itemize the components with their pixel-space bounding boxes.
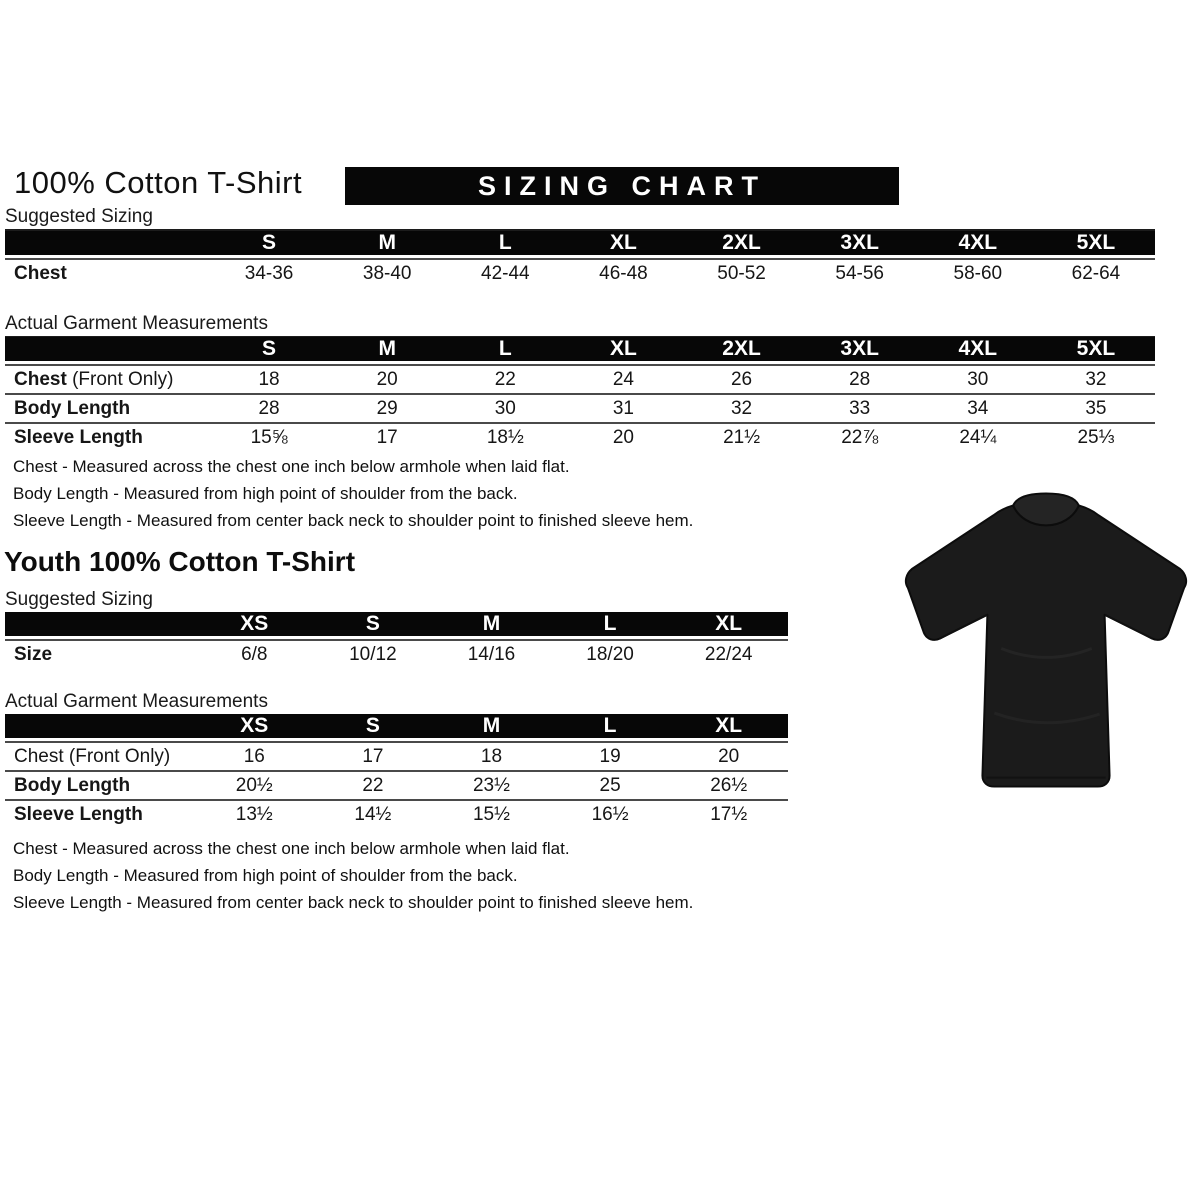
table-row: [5, 422, 1155, 451]
measurement-cell: 24: [564, 364, 682, 393]
measurement-cell: 31: [564, 393, 682, 422]
measurement-cell: 17: [314, 741, 433, 770]
measurement-cell: 20½: [195, 770, 314, 799]
note-line: Chest - Measured across the chest one inch below armhole when laid flat.: [13, 457, 570, 476]
size-column-header-l: L: [551, 714, 670, 741]
measurement-cell: 20: [669, 741, 788, 770]
measurement-cell: 26½: [669, 770, 788, 799]
size-column-header-xl: XL: [669, 612, 788, 639]
table-row: [5, 799, 788, 828]
table-header-row: [5, 231, 1155, 258]
note-line: Chest - Measured across the chest one inch below armhole when laid flat.: [13, 839, 570, 858]
table-row: [5, 393, 1155, 422]
size-column-header-xl: XL: [564, 337, 682, 364]
measurement-cell: 58-60: [919, 258, 1037, 287]
size-column-header-xl: XL: [564, 231, 682, 258]
size-column-header-3xl: 3XL: [801, 337, 919, 364]
measurement-cell: 38-40: [328, 258, 446, 287]
measurement-cell: 22⅞: [801, 422, 919, 451]
size-column-header-4xl: 4XL: [919, 231, 1037, 258]
table-header-row: [5, 714, 788, 741]
size-column-header-3xl: 3XL: [801, 231, 919, 258]
youth-measurements-table: [5, 714, 788, 828]
measurement-cell: 15⅝: [210, 422, 328, 451]
measurement-cell: 13½: [195, 799, 314, 828]
measurement-cell: 6/8: [195, 639, 314, 668]
table-header-spacer: [5, 612, 195, 639]
measurement-cell: 30: [919, 364, 1037, 393]
measurement-cell: 26: [683, 364, 801, 393]
measurement-cell: 34-36: [210, 258, 328, 287]
size-column-header-xs: XS: [195, 714, 314, 741]
size-column-header-xl: XL: [669, 714, 788, 741]
measurement-cell: 32: [1037, 364, 1155, 393]
note-line: Body Length - Measured from high point of shoulder from the back.: [13, 484, 518, 503]
measurement-cell: 46-48: [564, 258, 682, 287]
measurement-cell: 28: [210, 393, 328, 422]
sizing-chart-banner: SIZING CHART: [345, 167, 899, 205]
size-column-header-2xl: 2XL: [683, 337, 801, 364]
size-column-header-m: M: [432, 714, 551, 741]
size-column-header-5xl: 5XL: [1037, 337, 1155, 364]
measurement-cell: 21½: [683, 422, 801, 451]
row-label: Sleeve Length: [5, 799, 195, 828]
youth-measurements-label: Actual Garment Measurements: [5, 691, 788, 716]
size-column-header-m: M: [328, 231, 446, 258]
measurement-cell: 62-64: [1037, 258, 1155, 287]
measurement-cell: 50-52: [683, 258, 801, 287]
table-row: [5, 639, 788, 668]
adult-suggested-sizing-label: Suggested Sizing: [5, 206, 1155, 231]
measurement-cell: 18: [432, 741, 551, 770]
table-header-spacer: [5, 714, 195, 741]
measurement-cell: 17: [328, 422, 446, 451]
measurement-cell: 20: [328, 364, 446, 393]
measurement-cell: 42-44: [446, 258, 564, 287]
table-header-row: [5, 337, 1155, 364]
measurement-cell: 20: [564, 422, 682, 451]
size-column-header-l: L: [551, 612, 670, 639]
adult-measurements-table: [5, 337, 1155, 451]
size-column-header-2xl: 2XL: [683, 231, 801, 258]
table-row: [5, 364, 1155, 393]
row-label: Body Length: [5, 393, 210, 422]
tshirt-body: [906, 505, 1186, 786]
measurement-cell: 28: [801, 364, 919, 393]
table-header-spacer: [5, 231, 210, 258]
table-header-spacer: [5, 337, 210, 364]
measurement-cell: 18: [210, 364, 328, 393]
size-column-header-m: M: [432, 612, 551, 639]
row-label: Chest (Front Only): [5, 741, 195, 770]
size-column-header-5xl: 5XL: [1037, 231, 1155, 258]
measurement-cell: 16: [195, 741, 314, 770]
measurement-cell: 18/20: [551, 639, 670, 668]
size-column-header-m: M: [328, 337, 446, 364]
measurement-cell: 14½: [314, 799, 433, 828]
measurement-cell: 25: [551, 770, 670, 799]
note-line: Sleeve Length - Measured from center back neck to shoulder point to finished sleeve hem.: [13, 511, 694, 530]
size-column-header-s: S: [210, 231, 328, 258]
measurement-cell: 32: [683, 393, 801, 422]
measurement-cell: 22/24: [669, 639, 788, 668]
row-label: Sleeve Length: [5, 422, 210, 451]
measurement-cell: 35: [1037, 393, 1155, 422]
measurement-cell: 34: [919, 393, 1037, 422]
youth-measurement-notes: [13, 840, 873, 921]
measurement-cell: 10/12: [314, 639, 433, 668]
size-column-header-s: S: [314, 612, 433, 639]
measurement-cell: 17½: [669, 799, 788, 828]
table-row: [5, 258, 1155, 287]
black-tshirt-image: [897, 487, 1195, 805]
size-column-header-xs: XS: [195, 612, 314, 639]
page-title: 100% Cotton T-Shirt: [14, 165, 303, 200]
row-label: Chest: [5, 258, 210, 287]
note-line: Sleeve Length - Measured from center back neck to shoulder point to finished sleeve hem.: [13, 893, 694, 912]
measurement-cell: 16½: [551, 799, 670, 828]
size-column-header-s: S: [314, 714, 433, 741]
youth-suggested-sizing-table: [5, 612, 788, 668]
youth-suggested-sizing-label: Suggested Sizing: [5, 589, 788, 614]
note-line: Body Length - Measured from high point of shoulder from the back.: [13, 866, 518, 885]
measurement-cell: 22: [446, 364, 564, 393]
measurement-cell: 30: [446, 393, 564, 422]
measurement-cell: 14/16: [432, 639, 551, 668]
table-row: [5, 741, 788, 770]
table-row: [5, 770, 788, 799]
measurement-cell: 19: [551, 741, 670, 770]
adult-measurements-label: Actual Garment Measurements: [5, 313, 1155, 338]
measurement-cell: 54-56: [801, 258, 919, 287]
measurement-cell: 24¼: [919, 422, 1037, 451]
adult-measurement-notes: [13, 458, 873, 539]
measurement-cell: 22: [314, 770, 433, 799]
row-label: Chest (Front Only): [5, 364, 210, 393]
measurement-cell: 33: [801, 393, 919, 422]
table-header-row: [5, 612, 788, 639]
size-column-header-4xl: 4XL: [919, 337, 1037, 364]
measurement-cell: 29: [328, 393, 446, 422]
size-column-header-l: L: [446, 337, 564, 364]
youth-section-title: Youth 100% Cotton T-Shirt: [4, 546, 356, 577]
size-column-header-s: S: [210, 337, 328, 364]
measurement-cell: 25⅓: [1037, 422, 1155, 451]
adult-suggested-sizing-table: [5, 231, 1155, 287]
measurement-cell: 23½: [432, 770, 551, 799]
measurement-cell: 18½: [446, 422, 564, 451]
size-column-header-l: L: [446, 231, 564, 258]
row-label: Body Length: [5, 770, 195, 799]
row-label: Size: [5, 639, 195, 668]
measurement-cell: 15½: [432, 799, 551, 828]
